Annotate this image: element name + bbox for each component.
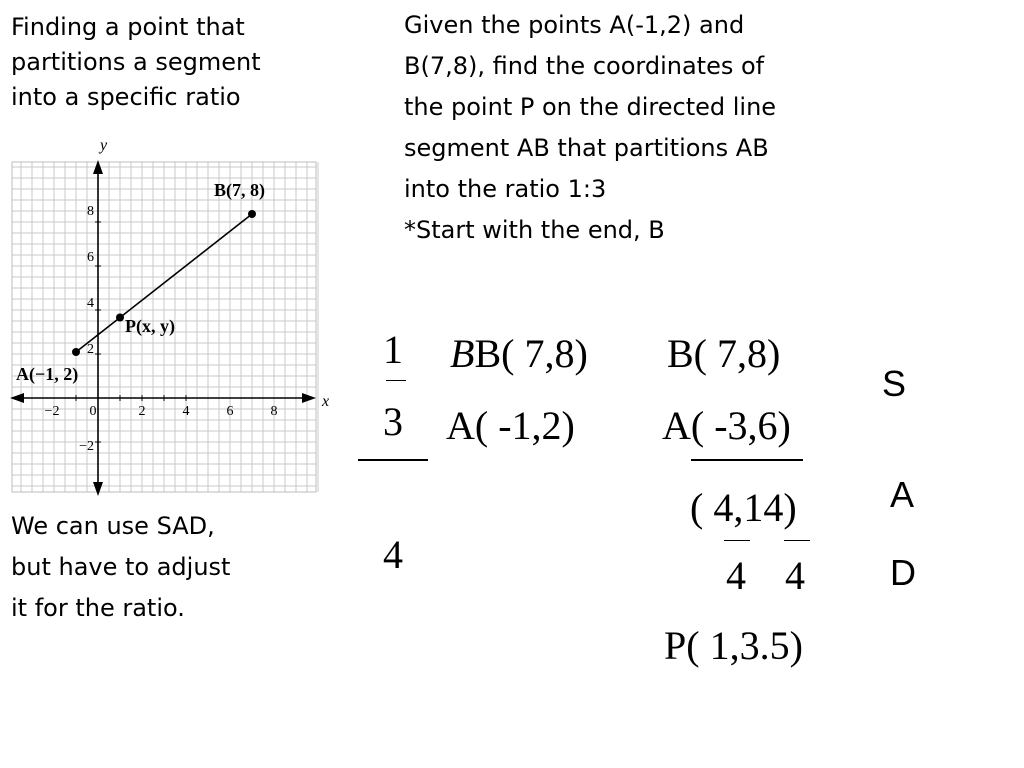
point-b-label: B(7, 8) — [214, 180, 265, 200]
x-tick-label: −2 — [44, 404, 60, 419]
difference-y-tens: 1 — [743, 485, 764, 530]
x-tick-label: 4 — [182, 404, 190, 419]
point-a-original — [446, 403, 575, 448]
point-a-coords: A( -1,2) — [446, 403, 575, 448]
note-line-2: but have to adjust — [11, 553, 231, 581]
difference-comma: , — [733, 485, 744, 530]
point-p — [116, 314, 124, 322]
difference-x: 4 — [713, 485, 734, 530]
y-axis-arrow-down-icon — [93, 482, 103, 496]
sad-letter-a: A — [890, 474, 915, 515]
point-b-second-coords: B( 7,8) — [667, 331, 781, 376]
point-b — [248, 210, 256, 218]
x-tick-label: 0 — [89, 404, 97, 419]
y-axis-label: y — [100, 137, 108, 154]
problem-line-6: *Start with the end, B — [404, 216, 665, 244]
problem-line-3: the point P on the directed line — [404, 93, 777, 121]
ratio-denominator: 3 — [383, 399, 403, 444]
point-a-scaled-coords: A( -3,6) — [662, 403, 791, 448]
title-line-2: partitions a segment — [11, 48, 261, 76]
y-tick-label: 6 — [87, 250, 94, 265]
point-a-label: A(−1, 2) — [16, 364, 79, 384]
denominator-y: 4 — [785, 553, 805, 598]
result-point-p: P( 1,3.5) — [664, 623, 803, 668]
y-tick-label: 4 — [87, 296, 94, 311]
fraction-bar-x — [724, 540, 750, 541]
x-tick-label: 8 — [270, 404, 278, 419]
sad-note — [11, 506, 230, 629]
note-line-3: it for the ratio. — [11, 594, 185, 622]
ratio-sum-line — [358, 459, 428, 461]
y-tick-label: 2 — [87, 342, 94, 357]
slide-title — [11, 10, 261, 115]
difference-result — [690, 485, 797, 530]
note-line-1: We can use SAD, — [11, 512, 215, 540]
subtraction-line — [691, 459, 803, 461]
coordinate-graph — [6, 136, 336, 496]
y-tick-label: 8 — [87, 204, 94, 219]
x-axis-label: x — [322, 393, 330, 410]
x-tick-label: 6 — [226, 404, 234, 419]
problem-statement — [404, 5, 776, 251]
fraction-bar-y — [784, 540, 810, 541]
x-axis-arrow-right-icon — [302, 393, 316, 403]
ratio-numerator: 1 — [383, 327, 403, 372]
sad-letter-d: D — [890, 552, 916, 593]
problem-line-1: Given the points A(-1,2) and — [404, 11, 745, 39]
point-p-label: P(x, y) — [125, 316, 175, 336]
problem-line-4: segment AB that partitions AB — [404, 134, 769, 162]
ratio-sum: 4 — [383, 532, 403, 577]
problem-line-2: B(7,8), find the coordinates of — [404, 52, 765, 80]
denominator-x: 4 — [726, 553, 746, 598]
point-b-coords: B( 7,8) — [474, 331, 588, 376]
difference-close: ) — [783, 485, 797, 530]
point-b-second — [667, 331, 781, 376]
ratio-fraction-bar — [386, 380, 406, 381]
problem-line-5: into the ratio 1:3 — [404, 175, 607, 203]
difference-y-ones: 4 — [763, 485, 784, 530]
title-line-1: Finding a point that — [11, 13, 245, 41]
point-a-scaled — [662, 403, 791, 448]
y-tick-label: −2 — [79, 439, 94, 454]
sad-letter-s: S — [882, 363, 907, 404]
difference-open: ( — [690, 485, 714, 530]
title-line-3: into a specific ratio — [11, 83, 241, 111]
x-tick-label: 2 — [138, 404, 146, 419]
x-tick-labels — [45, 404, 278, 419]
point-a — [72, 348, 80, 356]
point-b-original: BB( 7,8) — [450, 331, 588, 376]
